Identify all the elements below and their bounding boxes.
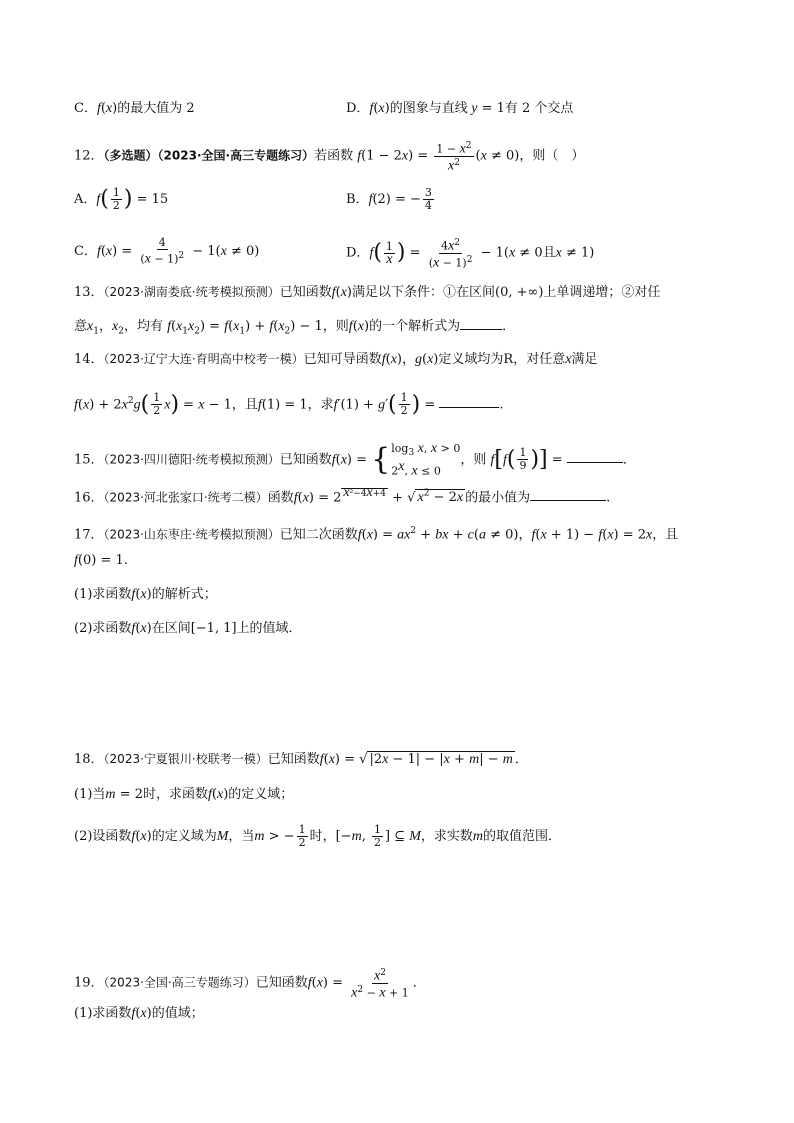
q13-line2: 意$x_1$，$x_2$，均有 $f(x_1x_2) = f(x_1) + f(x_2) - 1$，则f(x)的一个解析式为 ． [74,319,516,337]
q19-line1: 19．（2023·全国·高三专题练习）已知函数f(x) = $\frac{x^2}{x^2 - x + 1}$ ． [74,968,426,1001]
q19-part1: (1)求函数f(x)的值域； [74,1006,204,1021]
q12-option-a: A．f( $\frac{1}{2}$ ) = 15 [74,186,169,212]
q12-option-b: B．f(2) = − $\frac{3}{4}$ [346,186,432,212]
q16-answer-blank[interactable] [530,488,606,501]
q15-answer-blank[interactable] [567,450,623,463]
q12-option-d: D．f( $\frac{1}{x}$ ) = $\frac{4x^2}{(x - 1)^2}$ − 1(x ≠ 0且x ≠ 1) [346,238,595,271]
q17-line1: 17．（2023·山东枣庄·统考模拟预测）已知二次函数$f(x) = ax^2$ + bx + c(a ≠ 0)，f(x + 1) − f(x) = 2x，且 [74,526,679,543]
q11-option-c: C．f(x)的最大值为 2 [74,101,195,116]
q14-line2: $f(x) + 2x^2g$( $\frac{1}{2}$ x) = x − 1，且f(1) = 1，求f′(1) + g′( $\frac{1}{2}$ ) = . [74,391,504,418]
q17-part2: (2)求函数f(x)在区间[−1, 1]上的值域． [74,621,302,636]
q14-line1: 14．（2023·辽宁大连·育明高中校考一模）已知可导函数f(x)，g(x)定义域均为R，对任意x满足 [74,352,598,367]
q18-part2: (2)设函数f(x)的定义域为M，当m > − $\frac{1}{2}$ 时，[−m, $\frac{1}{2}$ ] ⊆ M，求实数m的取值范围． [74,823,562,849]
q18-line1: 18．（2023·宁夏银川·校联考一模）已知函数f(x) = √ |2x − 1| − |x + m| − m ． [74,752,528,767]
q17-line2: f(0) = 1. [74,553,128,568]
q14-answer-blank[interactable] [439,395,499,408]
q11-option-d: D．f(x)的图象与直线 y = 1有 2 个交点 [346,101,574,116]
q16-line: 16．（2023·河北张家口·统考二模）函数f(x) = 2 $^{x^2-4x+4}$ + √ $x^2 - 2x$ 的最小值为 . [74,485,611,506]
q12-option-c: C．f(x) = $\frac{4}{(x - 1)^2}$ − 1(x ≠ 0) [74,236,260,267]
q12-stem: 12．（多选题）（2023·全国·高三专题练习）若函数 f(1 − 2x) = $\frac{1 - x^2}{x^2}$ (x ≠ 0)，则（ ） [74,141,585,174]
q17-part1: (1)求函数f(x)的解析式； [74,587,217,602]
q13-line1: 13．（2023·湖南娄底·统考模拟预测）已知函数f(x)满足以下条件：①在区间(0, +∞)上单调递增；②对任 [74,285,661,300]
q13-answer-blank[interactable] [460,317,502,330]
q18-part1: (1)当m = 2时，求函数f(x)的定义域； [74,787,294,802]
q15-line: 15．（2023·四川德阳·统考模拟预测）已知函数f(x) = { $\log_3 x$, x > 0 2$^x$, x ≤ 0 ，则 f[f( $\frac{1}{9}$ )] = ． [74,441,636,479]
